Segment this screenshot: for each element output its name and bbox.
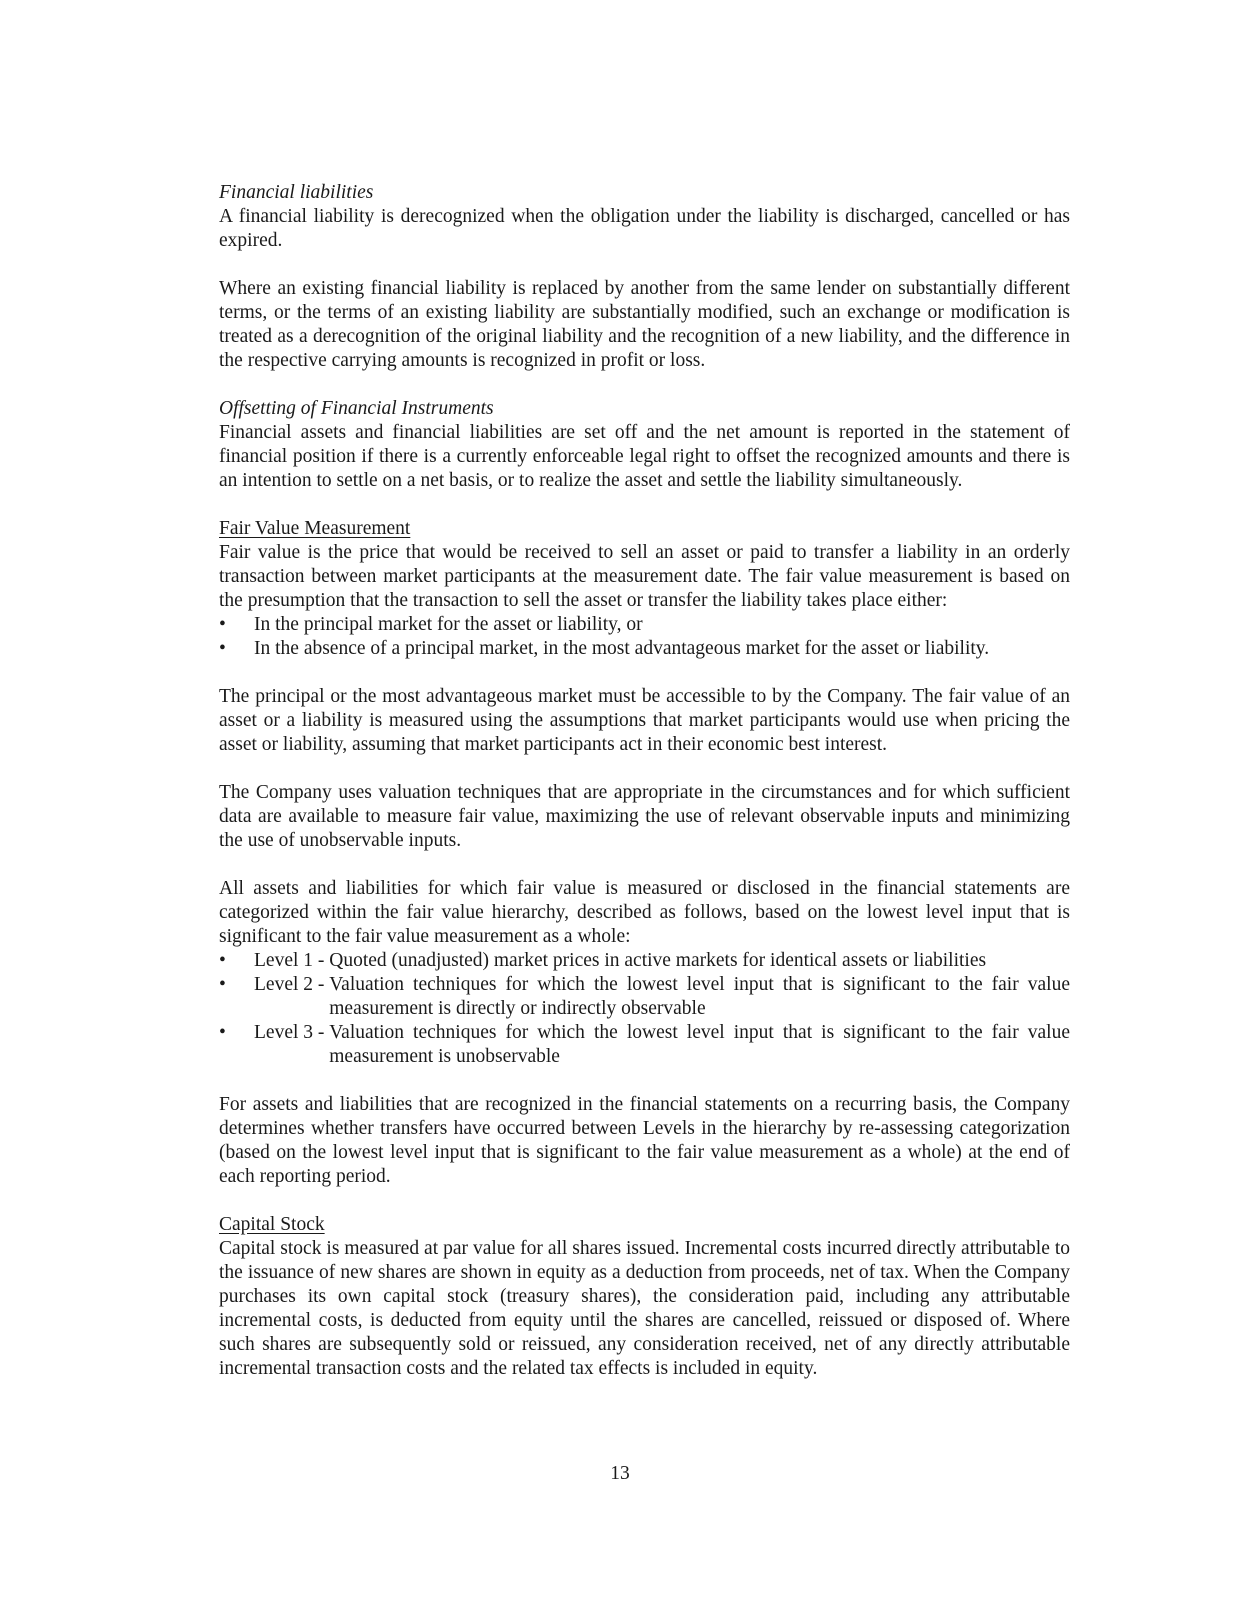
list-item	[219, 613, 1070, 637]
list-item-text: In the absence of a principal market, in the most advantageous market for the asset or liability.	[254, 638, 990, 659]
section-capital-stock	[219, 1213, 1070, 1381]
level-text: Valuation techniques for which the lowest level input that is significant to the fair value measurement is unobservable	[329, 1022, 1070, 1067]
paragraph: Where an existing financial liability is replaced by another from the same lender on substantially different terms, or the terms of an existing liability are substantially modified, such an exchange or modification is treated as a derecognition of the original liability and the recognition of a new liability, and the difference in the respective carrying amounts is recognized in profit or loss.	[219, 278, 1070, 371]
paragraph: Financial assets and financial liabilities are set off and the net amount is reported in the statement of financial position if there is a currently enforceable legal right to offset the recognized amounts and there is an intention to settle on a net basis, or to realize the asset and settle the liability simultaneously.	[219, 422, 1070, 491]
level-label: Level 1 -	[254, 950, 330, 971]
list-item-text: In the principal market for the asset or liability, or	[254, 614, 643, 635]
heading-fair-value-measurement: Fair Value Measurement	[219, 518, 411, 539]
level-entry	[254, 1021, 1070, 1069]
paragraph: All assets and liabilities for which fair value is measured or disclosed in the financial statements are categorized within the fair value hierarchy, described as follows, based on the lowest level input that is significant to the fair value measurement as a whole:	[219, 878, 1070, 947]
level-text: Valuation techniques for which the lowest level input that is significant to the fair value measurement is directly or indirectly observable	[329, 974, 1070, 1019]
hierarchy-level-list	[219, 949, 1070, 1069]
market-bullet-list	[219, 613, 1070, 661]
level-text: Quoted (unadjusted) market prices in active markets for identical assets or liabilities	[329, 950, 987, 971]
bullet-icon: •	[219, 1022, 226, 1043]
heading-capital-stock: Capital Stock	[219, 1214, 325, 1235]
paragraph: The Company uses valuation techniques that are appropriate in the circumstances and for which sufficient data are available to measure fair value, maximizing the use of relevant observable inputs and minimizing the use of unobservable inputs.	[219, 782, 1070, 851]
heading-offsetting: Offsetting of Financial Instruments	[219, 398, 494, 419]
section-fair-value	[219, 517, 1070, 1189]
section-offsetting	[219, 397, 1070, 493]
list-item	[219, 949, 1070, 973]
level-entry	[254, 949, 1070, 973]
bullet-icon: •	[219, 974, 226, 995]
level-label: Level 2 -	[254, 974, 330, 995]
list-item	[219, 1021, 1070, 1069]
level-label: Level 3 -	[254, 1022, 330, 1043]
paragraph: Fair value is the price that would be received to sell an asset or paid to transfer a liability in an orderly transaction between market participants at the measurement date. The fair value measurement is based on the presumption that the transaction to sell the asset or transfer the liability takes place either:	[219, 542, 1070, 611]
section-financial-liabilities	[219, 181, 1070, 373]
paragraph: The principal or the most advantageous market must be accessible to by the Company. The fair value of an asset or a liability is measured using the assumptions that market participants would use when pricing the asset or liability, assuming that market participants act in their economic best interest.	[219, 686, 1070, 755]
heading-financial-liabilities: Financial liabilities	[219, 182, 374, 203]
list-item	[219, 637, 1070, 661]
page-body	[219, 181, 1070, 1381]
paragraph: Capital stock is measured at par value for all shares issued. Incremental costs incurred directly attributable to the issuance of new shares are shown in equity as a deduction from proceeds, net of tax. When the Company purchases its own capital stock (treasury shares), the consideration paid, including any attributable incremental costs, is deducted from equity until the shares are cancelled, reissued or disposed of. Where such shares are subsequently sold or reissued, any consideration received, net of any directly attributable incremental transaction costs and the related tax effects is included in equity.	[219, 1238, 1070, 1379]
list-item	[219, 973, 1070, 1021]
paragraph: A financial liability is derecognized when the obligation under the liability is discharged, cancelled or has expired.	[219, 206, 1070, 251]
page-number: 13	[610, 1463, 630, 1484]
bullet-icon: •	[219, 614, 226, 635]
bullet-icon: •	[219, 950, 226, 971]
level-entry	[254, 973, 1070, 1021]
paragraph: For assets and liabilities that are recognized in the financial statements on a recurring basis, the Company determines whether transfers have occurred between Levels in the hierarchy by re-assessing categorization (based on the lowest level input that is significant to the fair value measurement as a whole) at the end of each reporting period.	[219, 1094, 1070, 1187]
bullet-icon: •	[219, 638, 226, 659]
